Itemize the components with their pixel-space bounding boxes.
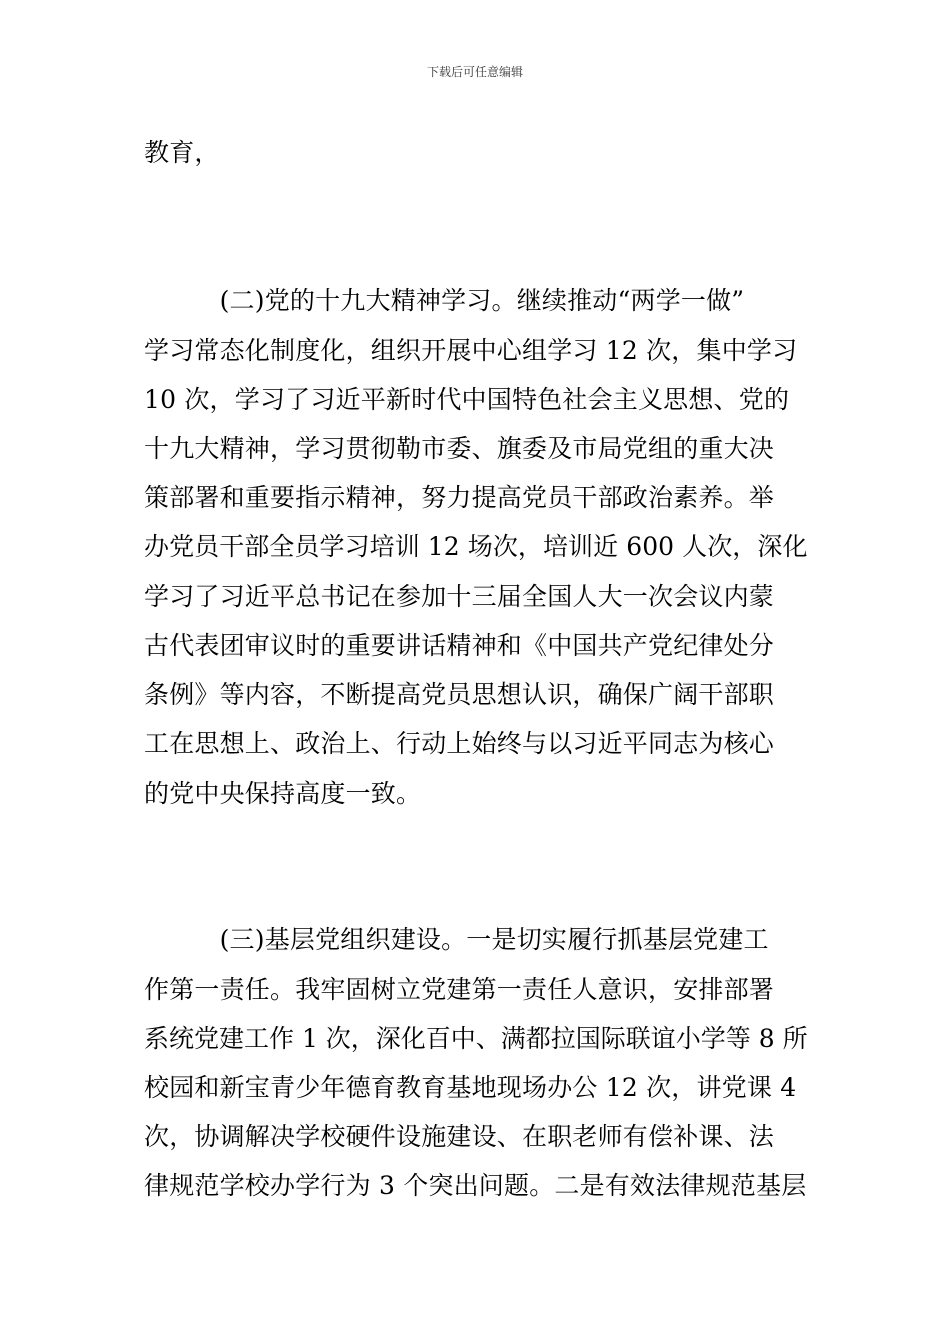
text-line: 工在思想上、政治上、行动上始终与以习近平同志为核心 [144, 729, 775, 758]
text-line: 策部署和重要指示精神，努力提高党员干部政治素养。举 [144, 483, 775, 512]
text-line: 10 次，学习了习近平新时代中国特色社会主义思想、党的 [144, 385, 790, 414]
text-line: (二)党的十九大精神学习。继续推动“两学一做” [144, 286, 745, 315]
text-line: 教育， [144, 138, 220, 167]
text-line: 校园和新宝青少年德育教育基地现场办公 12 次，讲党课 4 [144, 1073, 797, 1102]
text-line: 系统党建工作 1 次，深化百中、满都拉国际联谊小学等 8 所 [144, 1024, 808, 1053]
text-line: 学习了习近平总书记在参加十三届全国人大一次会议内蒙 [144, 582, 775, 611]
text-line: 办党员干部全员学习培训 12 场次，培训近 600 人次，深化 [144, 532, 808, 561]
text-line: 作第一责任。我牢固树立党建第一责任人意识，安排部署 [144, 975, 775, 1004]
text-line: (三)基层党组织建设。一是切实履行抓基层党建工 [144, 925, 769, 954]
text-line: 次，协调解决学校硬件设施建设、在职老师有偿补课、法 [144, 1122, 775, 1151]
text-line: 学习常态化制度化，组织开展中心组学习 12 次，集中学习 [144, 336, 798, 365]
page-header: 下载后可任意编辑 [426, 65, 523, 79]
text-line: 的党中央保持高度一致。 [144, 779, 422, 808]
text-line: 律规范学校办学行为 3 个突出问题。二是有效法律规范基层 [144, 1171, 807, 1200]
text-line: 条例》等内容，不断提高党员思想认识，确保广阔干部职 [144, 680, 775, 709]
text-line: 十九大精神，学习贯彻勒市委、旗委及市局党组的重大决 [144, 434, 775, 463]
text-line: 古代表团审议时的重要讲话精神和《中国共产党纪律处分 [144, 631, 775, 660]
